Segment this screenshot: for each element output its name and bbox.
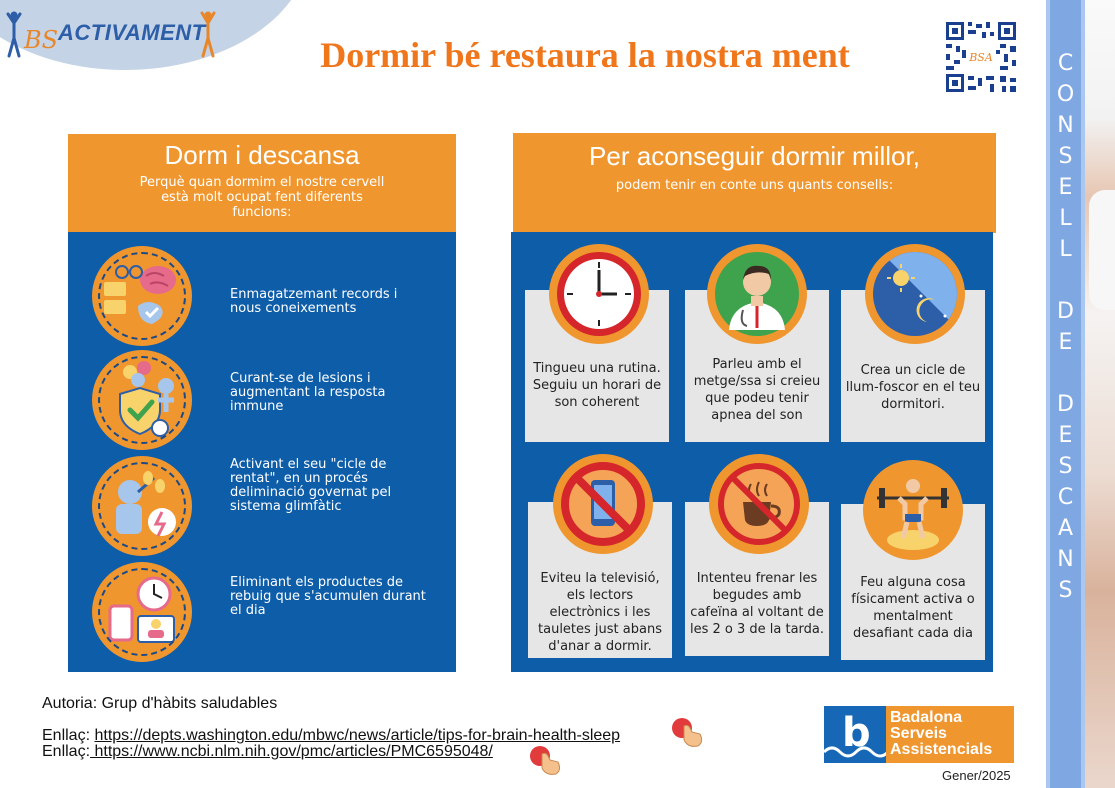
immune-shield-icon: [92, 350, 192, 450]
tip-text: Parleu amb el metge/ssa si creieu que podeu tenir apnea del son: [693, 357, 821, 423]
side-band-letter: S: [1058, 578, 1073, 603]
waves-icon: [824, 744, 886, 760]
left-panel-heading: Dorm i descansa: [164, 140, 360, 170]
jumping-figure-icon: [200, 10, 216, 58]
side-band-letter: D: [1057, 392, 1074, 417]
side-band-letter: S: [1058, 144, 1073, 169]
logo-line: Assistencials: [890, 741, 993, 758]
side-band-letter: S: [1058, 454, 1073, 479]
tip-text: Eviteu la televisió, els lectors electrònics i les tauletes just abans d'anar a dormir.: [538, 571, 662, 654]
link-line: [42, 743, 493, 760]
brain-cleaning-icon: [92, 456, 192, 556]
logo-line: Serveis: [890, 725, 947, 742]
side-band-letter: [1046, 358, 1085, 389]
right-panel-header: [513, 133, 996, 233]
link-label: Enllaç:: [42, 743, 91, 760]
sleeping-person-photo: [1085, 0, 1115, 788]
doctor-icon: [707, 244, 807, 344]
brain-memory-icon: [92, 246, 192, 346]
side-band-letter: E: [1058, 423, 1073, 448]
jumping-figure-icon: [6, 10, 22, 58]
tap-hand-icon: [670, 716, 706, 750]
logo-letter: b: [842, 710, 871, 756]
left-panel-subheading: Perquè quan dormim el nostre cervell està molt ocupat fent diferents funcions:: [139, 175, 385, 220]
side-band-letter: L: [1059, 206, 1072, 231]
function-text: Activant el seu "cicle de rentat", en un procés deliminació governat pel sistema glimfàtic: [230, 457, 392, 514]
left-panel-body: [68, 232, 456, 672]
function-item: [92, 350, 442, 450]
side-band: [1046, 0, 1085, 788]
function-text: Curant-se de lesions i augmentant la resposta immune: [230, 371, 386, 414]
weightlifter-icon: [863, 460, 963, 560]
right-panel-body: [511, 232, 993, 672]
sun-moon-icon: [865, 244, 965, 344]
source-link[interactable]: https://depts.washington.edu/mbwc/news/article/tips-for-brain-health-sleep: [94, 727, 621, 744]
tip-text: Intenteu frenar les begudes amb cafeïna al voltant de les 2 o 3 de la tarda.: [689, 571, 825, 637]
function-text: Enmagatzemant records i nous coneixements: [230, 287, 398, 316]
tip-text: Tingueu una rutina. Seguiu un horari de son coherent: [532, 361, 662, 410]
function-item: [92, 246, 442, 346]
no-phone-icon: [553, 454, 653, 554]
qr-code[interactable]: [944, 20, 1018, 94]
side-band-letter: A: [1057, 516, 1074, 541]
side-band-letter: N: [1057, 113, 1074, 138]
side-band-letter: C: [1057, 51, 1074, 76]
logo-line: Badalona: [890, 709, 963, 726]
side-band-letter: E: [1058, 175, 1073, 200]
side-band-letter: O: [1056, 82, 1075, 107]
side-band-letter: E: [1058, 330, 1073, 355]
side-band-letter: L: [1059, 237, 1072, 262]
clock-icon: [549, 244, 649, 344]
link-label: Enllaç:: [42, 727, 95, 744]
badalona-serveis-logo: [824, 706, 1014, 763]
credits: Autoria: Grup d'hàbits saludables: [42, 695, 278, 712]
right-panel-heading: Per aconseguir dormir millor,: [589, 141, 920, 171]
source-link[interactable]: https://www.ncbi.nlm.nih.gov/pmc/articles/PMC6595048/: [90, 743, 493, 760]
tip-text: Feu alguna cosa físicament activa o mentalment desafiant cada dia: [851, 575, 975, 641]
side-band-letter: C: [1057, 485, 1074, 510]
function-item: [92, 562, 442, 662]
publication-date: Gener/2025: [942, 768, 1011, 783]
function-item: [92, 456, 442, 556]
svg-text:BSA: BSA: [969, 51, 993, 64]
page-title: Dormir bé restaura la nostra ment: [320, 35, 850, 75]
sleep-mask: [1089, 190, 1115, 310]
link-line: [42, 727, 620, 744]
logo-text: [890, 710, 992, 758]
logo-prefix: BS: [24, 26, 59, 54]
tap-hand-icon: [528, 744, 564, 778]
no-coffee-icon: [709, 454, 809, 554]
tip-text: Crea un cicle de llum-foscor en el teu dormitori.: [845, 363, 981, 412]
logo-b-box: [824, 706, 886, 763]
bsactivament-logo: [6, 6, 221, 62]
side-band-letter: D: [1057, 299, 1074, 324]
alarm-clock-icon: [92, 562, 192, 662]
right-panel-subheading: podem tenir en conte uns quants consells:: [615, 178, 894, 193]
logo-wordmark: ACTIVAMENT: [58, 20, 206, 45]
side-band-letter: N: [1057, 547, 1074, 572]
left-panel-header: [68, 134, 456, 232]
function-text: Eliminant els productes de rebuig que s'acumulen durant el dia: [230, 575, 426, 618]
side-band-title: [1046, 48, 1085, 606]
side-band-letter: [1046, 265, 1085, 296]
